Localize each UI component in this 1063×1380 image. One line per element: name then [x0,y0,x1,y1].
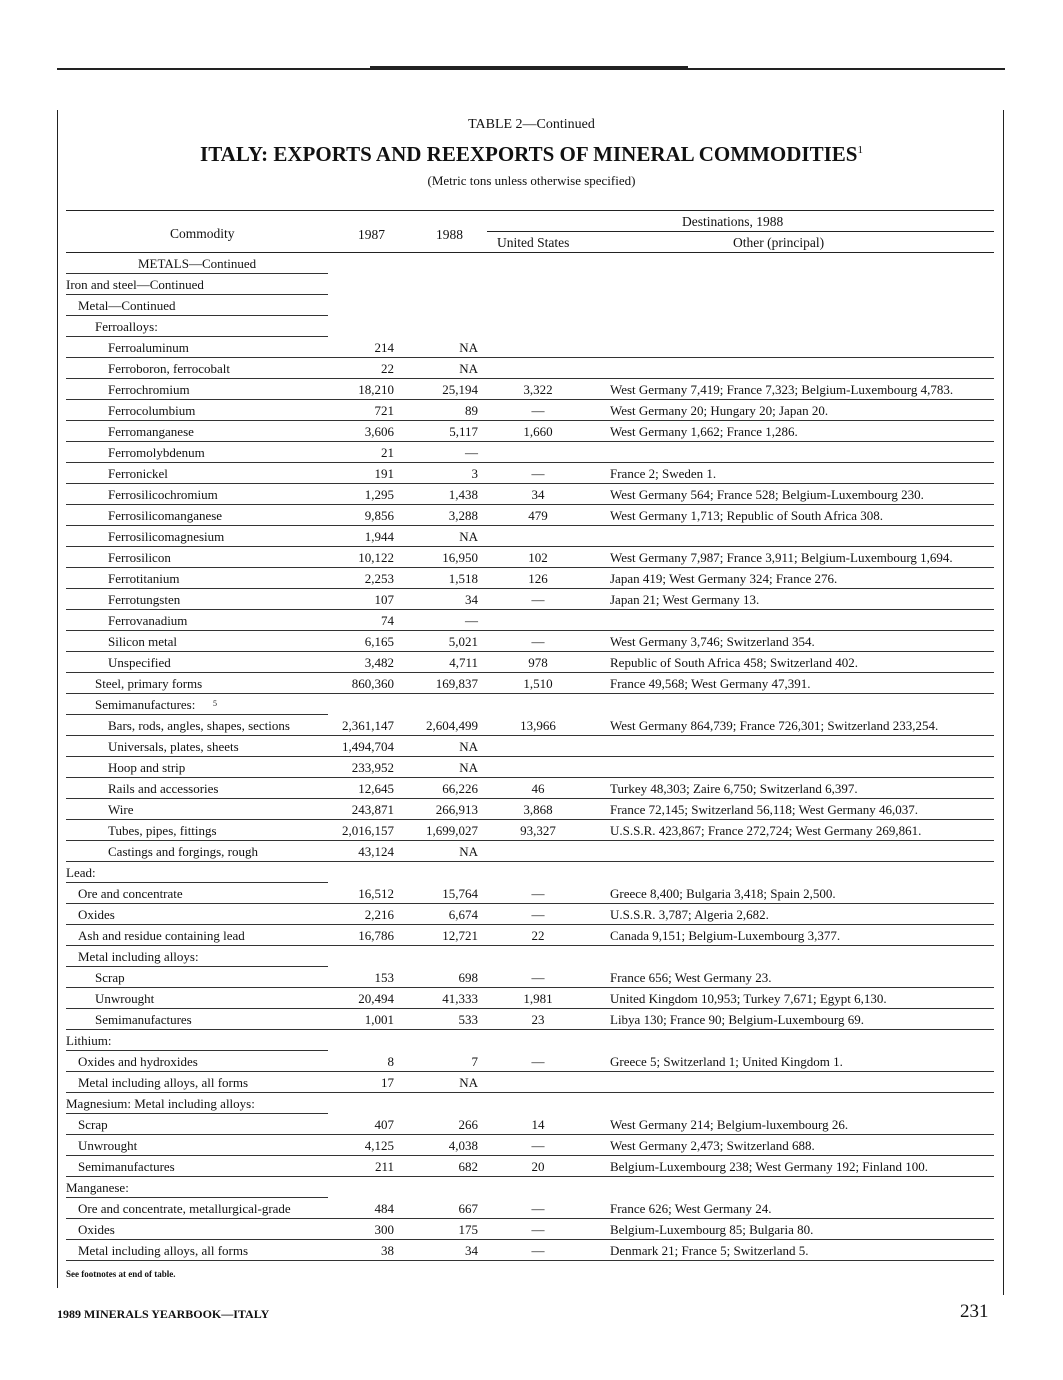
commodity-label: Unspecified [108,655,171,670]
table-row [66,862,994,883]
value-other-destinations: Greece 8,400; Bulgaria 3,418; Spain 2,500. [610,886,836,901]
value-1988: 698 [458,970,478,985]
table-row [66,1240,994,1261]
title-footnote-marker: 1 [857,144,863,156]
value-1987: 721 [374,403,394,418]
table-row [66,1198,994,1219]
commodity-label: Ferrosilicomanganese [108,508,223,523]
value-other-destinations: West Germany 1,662; France 1,286. [610,424,798,439]
value-1988: 682 [458,1159,478,1174]
column-header-united-states: United States [497,235,570,250]
value-united-states: 1,981 [523,991,553,1006]
table-row [66,652,994,673]
table-row [66,799,994,820]
value-united-states: 3,868 [523,802,553,817]
value-1987: 233,952 [351,760,394,775]
top-rule-accent [370,66,688,70]
table-row [66,526,994,547]
value-1987: 18,210 [358,382,394,397]
value-1988: 3 [471,466,478,481]
value-1988: NA [459,844,478,859]
value-other-destinations: Belgium-Luxembourg 238; West Germany 192; Finland 100. [610,1159,929,1174]
value-1987: 16,512 [358,886,394,901]
page-title [0,142,1063,167]
value-1987: 191 [374,466,394,481]
value-1987: 6,165 [364,634,394,649]
value-1987: 300 [374,1222,394,1237]
footer-publication: 1989 MINERALS YEARBOOK—ITALY [57,1307,270,1321]
value-other-destinations: France 626; West Germany 24. [610,1201,772,1216]
right-margin-line [1003,110,1004,1295]
destinations-rule [487,231,994,232]
value-other-destinations: U.S.S.R. 3,787; Algeria 2,682. [610,907,769,922]
value-1987: 860,360 [351,676,394,691]
value-1988: NA [459,1075,478,1090]
value-1987: 1,001 [364,1012,394,1027]
value-united-states: — [531,1243,545,1258]
value-united-states: 46 [531,781,545,796]
commodity-label: Silicon metal [108,634,177,649]
table-row [66,673,994,694]
table-row [66,946,994,967]
footnote: See footnotes at end of table. [66,1269,176,1279]
table-row [66,463,994,484]
value-1988: NA [459,361,478,376]
value-other-destinations: West Germany 564; France 528; Belgium-Luxembourg 230. [610,487,924,502]
value-other-destinations: Japan 419; West Germany 324; France 276. [610,571,838,586]
commodity-label: Oxides [78,1222,115,1237]
value-other-destinations: Canada 9,151; Belgium-Luxembourg 3,377. [610,928,841,943]
value-1987: 10,122 [358,550,394,565]
value-other-destinations: Denmark 21; France 5; Switzerland 5. [610,1243,809,1258]
commodity-label: Ferromolybdenum [108,445,205,460]
value-1987: 1,944 [364,529,394,544]
page-subtitle: (Metric tons unless otherwise specified) [427,173,636,188]
value-united-states: 479 [528,508,548,523]
value-1987: 2,361,147 [342,718,394,733]
value-united-states: 34 [531,487,545,502]
column-header-other: Other (principal) [733,235,825,250]
title-text: ITALY: EXPORTS AND REEXPORTS OF MINERAL COMMODITIES [200,142,858,166]
commodity-label: Oxides and hydroxides [78,1054,198,1069]
commodity-label: Ferroaluminum [108,340,189,355]
commodity-label: Ferrocolumbium [108,403,196,418]
value-1988: 3,288 [448,508,478,523]
table-row [66,988,994,1009]
commodity-label: Rails and accessories [108,781,219,796]
value-other-destinations: France 2; Sweden 1. [610,466,717,481]
commodity-label: Unwrought [95,991,155,1006]
value-1988: NA [459,340,478,355]
value-other-destinations: France 72,145; Switzerland 56,118; West Germany 46,037. [610,802,919,817]
commodity-label: Metal including alloys, all forms [78,1075,249,1090]
value-1987: 2,216 [364,907,394,922]
table-row [66,883,994,904]
value-united-states: — [531,1222,545,1237]
table-row [66,379,994,400]
commodity-label: Ferroboron, ferrocobalt [108,361,231,376]
value-united-states: — [531,886,545,901]
commodity-label: Tubes, pipes, fittings [108,823,217,838]
value-other-destinations: West Germany 2,473; Switzerland 688. [610,1138,815,1153]
value-united-states: 1,660 [523,424,553,439]
table-row [66,274,994,295]
value-other-destinations: West Germany 20; Hungary 20; Japan 20. [610,403,829,418]
table-row [66,505,994,526]
value-1988: 533 [458,1012,478,1027]
commodity-label: Metal—Continued [78,298,176,313]
footnote-marker: 5 [213,699,217,708]
value-1988: NA [459,529,478,544]
commodity-label: Universals, plates, sheets [108,739,239,754]
value-united-states: 1,510 [523,676,553,691]
value-1987: 8 [387,1054,394,1069]
value-other-destinations: West Germany 7,987; France 3,911; Belgium-Luxembourg 1,694. [610,550,953,565]
value-1988: NA [459,739,478,754]
value-united-states: 93,327 [520,823,556,838]
value-united-states: 20 [531,1159,545,1174]
table-row [66,1051,994,1072]
value-other-destinations: Turkey 48,303; Zaire 6,750; Switzerland 6,397. [610,781,858,796]
commodity-label: Manganese: [66,1180,129,1195]
value-1988: 1,699,027 [426,823,478,838]
value-1988: 1,518 [448,571,478,586]
value-united-states: 23 [531,1012,545,1027]
value-1987: 21 [381,445,394,460]
value-1987: 2,016,157 [342,823,394,838]
commodity-label: Ferromanganese [108,424,194,439]
commodity-label: Ore and concentrate [78,886,183,901]
value-other-destinations: Republic of South Africa 458; Switzerland 402. [610,655,859,670]
value-united-states: — [531,466,545,481]
value-other-destinations: West Germany 214; Belgium-luxembourg 26. [610,1117,849,1132]
table-row [66,295,994,316]
table-row [66,547,994,568]
row-rule [66,1260,994,1261]
value-1988: 66,226 [442,781,478,796]
value-1987: 3,606 [364,424,394,439]
value-1987: 9,856 [364,508,394,523]
commodity-label: Scrap [78,1117,108,1132]
value-1988: 16,950 [442,550,478,565]
value-1987: 211 [374,1159,394,1174]
commodity-label: Steel, primary forms [95,676,203,691]
value-1988: 15,764 [442,886,478,901]
value-other-destinations: United Kingdom 10,953; Turkey 7,671; Egypt 6,130. [610,991,887,1006]
commodity-label: Ferrotungsten [108,592,181,607]
value-1988: — [465,613,478,628]
value-1987: 407 [374,1117,394,1132]
column-header-1987: 1987 [358,227,385,242]
commodity-label: Ferroalloys: [95,319,158,334]
value-1987: 1,494,704 [342,739,394,754]
value-united-states: 978 [528,655,548,670]
table-row [66,400,994,421]
value-other-destinations: Greece 5; Switzerland 1; United Kingdom 1. [610,1054,843,1069]
table-row [66,337,994,358]
table-row [66,904,994,925]
commodity-label: Semimanufactures [95,1012,192,1027]
table-row [66,568,994,589]
table-row [66,316,994,337]
value-united-states: — [531,1138,545,1153]
value-1988: 6,674 [448,907,478,922]
value-1987: 153 [374,970,394,985]
value-other-destinations: West Germany 7,419; France 7,323; Belgium-Luxembourg 4,783. [610,382,954,397]
commodity-label: Ferrosilicomagnesium [108,529,225,544]
value-1988: — [465,445,478,460]
table-row [66,736,994,757]
commodity-label: Magnesium: Metal including alloys: [66,1096,255,1111]
table-row [66,1093,994,1114]
value-1987: 74 [381,613,394,628]
value-1988: 25,194 [442,382,478,397]
value-1988: 169,837 [435,676,478,691]
value-1987: 3,482 [364,655,394,670]
table-row [66,253,994,274]
left-margin-line [57,110,58,1288]
value-1987: 20,494 [358,991,394,1006]
table-row [66,358,994,379]
value-1987: 16,786 [358,928,394,943]
table-row [66,631,994,652]
value-other-destinations: Belgium-Luxembourg 85; Bulgaria 80. [610,1222,814,1237]
value-united-states: — [531,1054,545,1069]
value-1988: 5,021 [448,634,478,649]
page-number: 231 [960,1301,989,1322]
value-1988: 5,117 [449,424,478,439]
value-united-states: — [531,970,545,985]
table-row [66,442,994,463]
table-row [66,1009,994,1030]
commodity-table [66,253,994,1261]
column-header-1988: 1988 [436,227,463,242]
value-1988: 266 [458,1117,478,1132]
value-1988: 12,721 [442,928,478,943]
value-united-states: 3,322 [523,382,553,397]
table-row [66,1114,994,1135]
commodity-label: Ferrotitanium [108,571,180,586]
value-1988: 41,333 [442,991,478,1006]
table-row [66,841,994,862]
value-1987: 43,124 [358,844,394,859]
value-other-destinations: France 49,568; West Germany 47,391. [610,676,811,691]
value-united-states: 13,966 [520,718,556,733]
value-1987: 22 [381,361,394,376]
value-1988: 1,438 [448,487,478,502]
table-row [66,715,994,736]
value-united-states: — [531,592,545,607]
commodity-label: Castings and forgings, rough [108,844,258,859]
commodity-label: Ferrosilicon [108,550,171,565]
commodity-label: Unwrought [78,1138,138,1153]
value-1987: 1,295 [364,487,394,502]
commodity-label: Ferrochromium [108,382,190,397]
table-row [66,1030,994,1051]
value-other-destinations: West Germany 864,739; France 726,301; Switzerland 233,254. [610,718,939,733]
value-1987: 243,871 [351,802,394,817]
table-row [66,778,994,799]
commodity-label: Lead: [66,865,96,880]
value-1987: 214 [374,340,394,355]
table-row [66,1177,994,1198]
value-1987: 2,253 [364,571,394,586]
value-1988: 2,604,499 [426,718,478,733]
commodity-label: Lithium: [66,1033,112,1048]
commodity-label: Metal including alloys: [78,949,199,964]
commodity-label: Bars, rods, angles, shapes, sections [108,718,290,733]
commodity-label: Wire [108,802,134,817]
value-1988: 34 [465,1243,478,1258]
table-row [66,967,994,988]
header-top-rule [66,210,994,211]
commodity-label: Semimanufactures [78,1159,175,1174]
value-other-destinations: U.S.S.R. 423,867; France 272,724; West Germany 269,861. [610,823,922,838]
value-united-states: 14 [531,1117,545,1132]
value-1987: 38 [381,1243,394,1258]
value-1988: NA [459,760,478,775]
table-label: TABLE 2—Continued [468,117,595,132]
value-other-destinations: Japan 21; West Germany 13. [610,592,760,607]
commodity-label: Metal including alloys, all forms [78,1243,249,1258]
table-row [66,421,994,442]
table-row [66,1072,994,1093]
table-row [66,1219,994,1240]
value-1988: 34 [465,592,478,607]
commodity-label: Scrap [95,970,125,985]
value-1987: 17 [381,1075,394,1090]
value-1987: 12,645 [358,781,394,796]
table-row [66,694,994,715]
value-1988: 7 [471,1054,478,1069]
value-united-states: 102 [528,550,548,565]
table-row [66,610,994,631]
value-other-destinations: West Germany 3,746; Switzerland 354. [610,634,815,649]
commodity-label: METALS—Continued [138,256,257,271]
value-united-states: 22 [531,928,545,943]
commodity-label: Iron and steel—Continued [66,277,204,292]
commodity-label: Ore and concentrate, metallurgical-grade [78,1201,291,1216]
value-united-states: — [531,403,545,418]
value-1987: 107 [374,592,394,607]
commodity-label: Semimanufactures: [95,697,196,712]
commodity-label: Ferronickel [108,466,168,481]
table-row [66,757,994,778]
column-header-destinations: Destinations, 1988 [682,214,784,229]
value-1988: 4,711 [449,655,478,670]
value-1988: 175 [458,1222,478,1237]
table-row [66,1135,994,1156]
value-1988: 667 [458,1201,478,1216]
value-united-states: — [531,634,545,649]
value-united-states: 126 [528,571,548,586]
table-row [66,925,994,946]
table-row [66,820,994,841]
table-row [66,484,994,505]
value-other-destinations: France 656; West Germany 23. [610,970,772,985]
value-1988: 4,038 [448,1138,478,1153]
value-1988: 89 [465,403,478,418]
value-1987: 484 [374,1201,394,1216]
column-header-commodity: Commodity [170,226,235,241]
commodity-label: Ash and residue containing lead [78,928,245,943]
value-other-destinations: West Germany 1,713; Republic of South Africa 308. [610,508,883,523]
commodity-label: Oxides [78,907,115,922]
value-united-states: — [531,907,545,922]
value-united-states: — [531,1201,545,1216]
table-row [66,589,994,610]
commodity-label: Ferrosilicochromium [108,487,218,502]
commodity-label: Ferrovanadium [108,613,188,628]
value-1987: 4,125 [364,1138,394,1153]
value-1988: 266,913 [435,802,478,817]
table-row [66,1156,994,1177]
value-other-destinations: Libya 130; France 90; Belgium-Luxembourg 69. [610,1012,864,1027]
commodity-label: Hoop and strip [108,760,186,775]
